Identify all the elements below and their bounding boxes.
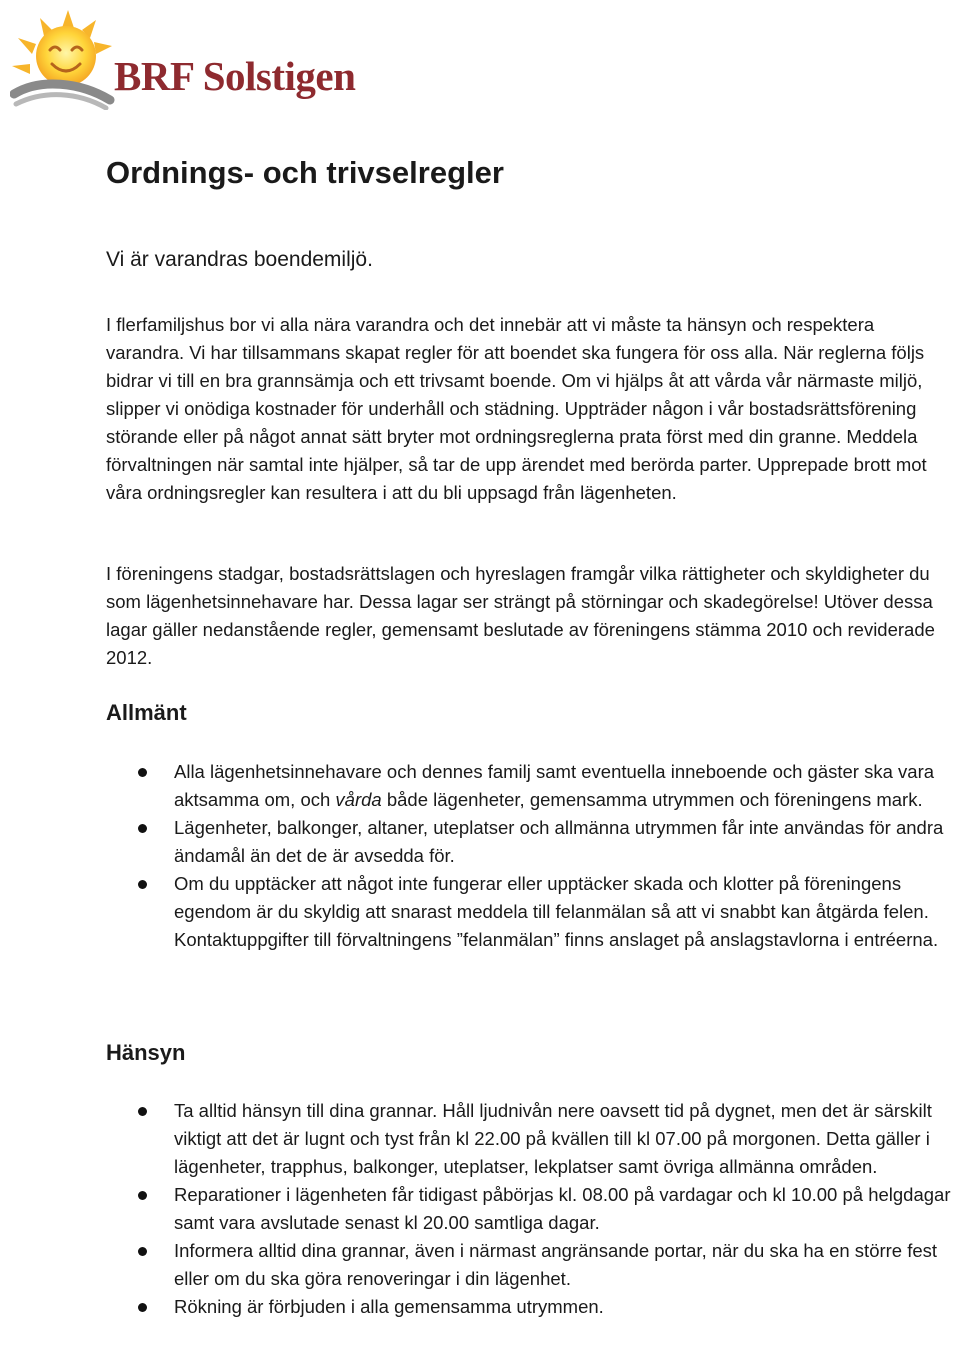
bullet-icon [138,880,147,889]
bullet-icon [138,1303,147,1312]
bullet-icon [138,1247,147,1256]
list-item-text: Reparationer i lägenheten får tidigast påbörjas kl. 08.00 på vardagar och kl 10.00 på helgdagar samt vara avslutade senast kl 20.00 samtliga dagar. [174,1184,951,1233]
smiling-sun-icon [10,8,120,110]
bullet-icon [138,768,147,777]
section-heading-allmant: Allmänt [106,700,187,725]
list-item-emphasis: vårda [335,789,382,810]
logo-text: BRF Solstigen [114,53,356,99]
intro-paragraph: I flerfamiljshus bor vi alla nära varandra och det innebär att vi måste ta hänsyn och respektera varandra. Vi har tillsammans skapat regler för att boendet ska fungera för oss alla. När reglerna följs bidrar vi till en bra grannsämja och ett trivsamt boende. Om vi hjälps åt att vårda vår närmaste miljö, slipper vi onödiga kostnader för underhåll och städning. Uppträder någon i vår bostadsrättsförening störande eller på något annat sätt bryter mot ordningsreglerna prata först med din granne. Meddela förvaltningen när samtal inte hjälper, så tar de upp ärendet med berörda parter. Upprepade brott mot våra ordningsregler kan resultera i att du bli uppsagd från lägenheten. [106,314,927,503]
page-title: Ordnings- och trivselregler [106,155,504,190]
list-item [106,1181,960,1237]
list-item-text: Lägenheter, balkonger, altaner, uteplatser och allmänna utrymmen får inte användas för andra ändamål än det de är avsedda för. [174,817,944,866]
rules-list-hansyn [106,1097,960,1321]
list-item-text: Rökning är förbjuden i alla gemensamma utrymmen. [174,1296,604,1317]
brf-solstigen-logo [10,8,356,110]
bullet-icon [138,1191,147,1200]
rules-list-allmant [106,758,960,954]
list-item-text: både lägenheter, gemensamma utrymmen och föreningens mark. [381,789,923,810]
list-item [106,1097,960,1181]
list-item [106,814,960,870]
list-item [106,1237,960,1293]
list-item-text: Om du upptäcker att något inte fungerar eller upptäcker skada och klotter på föreningens egendom är du skyldig att snarast meddela till felanmälan så att vi snabbt kan åtgärda felen. Kontaktuppgifter till förvaltningens ”felanmälan” finns anslaget på anslagstavlorna i entréerna. [174,873,939,950]
page-subtitle: Vi är varandras boendemiljö. [106,248,373,271]
list-item [106,1293,960,1321]
list-item [106,870,960,954]
list-item-text: Alla lägenhetsinnehavare och dennes familj samt eventuella inneboende och gäster ska vara aktsamma om, och [174,761,935,810]
intro-paragraph: I föreningens stadgar, bostadsrättslagen och hyreslagen framgår vilka rättigheter och skyldigheter du som lägenhetsinnehavare har. Dessa lagar ser strängt på störningar och skadegörelse! Utöver dessa lagar gäller nedanstående regler, gemensamt beslutade av föreningens stämma 2010 och reviderade 2012. [106,563,935,668]
list-item-text: Ta alltid hänsyn till dina grannar. Håll ljudnivån nere oavsett tid på dygnet, men det är särskilt viktigt att det är lugnt och tyst från kl 22.00 på kvällen till kl 07.00 på morgonen. Detta gäller i lägenheter, trapphus, balkonger, uteplatser, lekplatser samt övriga allmänna områden. [174,1100,932,1177]
bullet-icon [138,1107,147,1116]
list-item-text: Informera alltid dina grannar, även i närmast angränsande portar, när du ska ha en större fest eller om du ska göra renoveringar i din lägenhet. [174,1240,938,1289]
section-heading-hansyn: Hänsyn [106,1040,186,1065]
bullet-icon [138,824,147,833]
list-item [106,758,960,814]
